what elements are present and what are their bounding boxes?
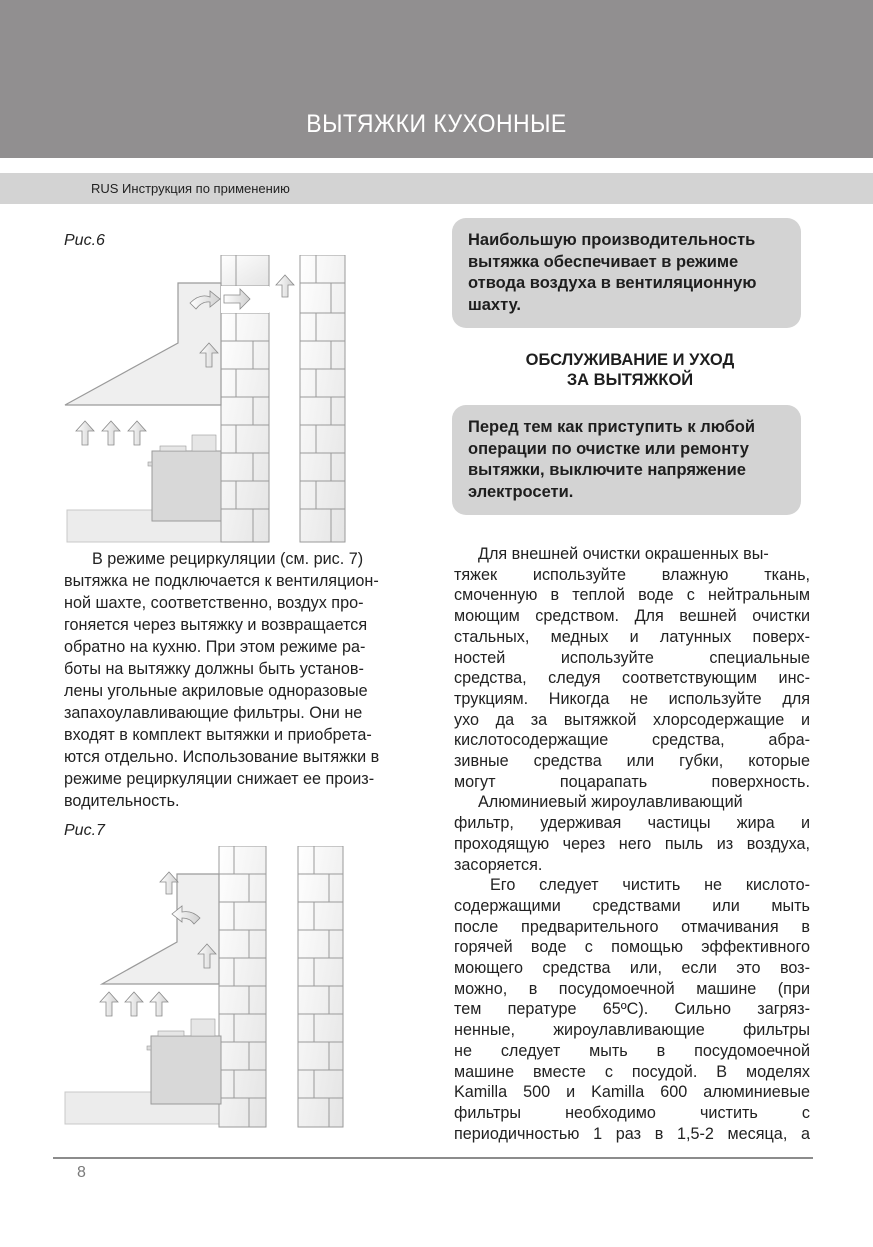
text-line: входят в комплект вытяжки и приобрета- [64, 726, 372, 744]
text-line: Перед тем как приступить к любой [468, 418, 756, 436]
text-line: боты на вытяжку должны быть установ- [64, 660, 364, 678]
text-line: ухо да за вытяжкой хлорсодержащие и [454, 710, 810, 729]
text-line: электросети. [468, 482, 574, 501]
arrow-up-icon [276, 275, 294, 297]
left-wall [219, 846, 266, 1127]
footer-divider [53, 1157, 813, 1159]
text-line: операции по очистке или ремонту [468, 439, 749, 458]
text-line: содержащими средствами или мыть [454, 896, 810, 915]
text-line: ностей используйте специальные [454, 648, 810, 667]
text-line: лены угольные акриловые одноразовые [64, 682, 368, 700]
text-line: ной шахте, соответственно, воздух про- [64, 594, 364, 612]
text-line: водительность. [64, 792, 180, 810]
text-line: стальных, медных и латунных поверх- [454, 627, 810, 646]
safety-warning-callout [452, 405, 801, 515]
range-hood [102, 874, 219, 984]
text-line: Kamilla 500 и Kamilla 600 алюминиевые [454, 1083, 810, 1102]
text-line: засоряется. [454, 855, 543, 874]
text-line: фильтры необходимо чистить с [454, 1103, 810, 1122]
arrow-up-icon [102, 421, 120, 445]
text-line: кислотосодержащие средства, абра- [454, 731, 810, 750]
text-line: В режиме рециркуляции (см. рис. 7) [92, 550, 364, 568]
arrow-up-icon [150, 992, 168, 1016]
maintenance-text [454, 544, 810, 1144]
recirculation-paragraph [64, 548, 414, 812]
text-line: Наибольшую производительность [468, 231, 756, 249]
text-line: моющим средством. Для вешней очистки [454, 607, 810, 626]
text-line: вытяжки, выключите напряжение [468, 461, 746, 479]
text-line: фильтр, удерживая частицы жира и [454, 814, 810, 833]
text-line: не следует мыть в посудомоечной [454, 1041, 810, 1060]
text-line: смоченную в теплой воде с нейтральным [454, 586, 810, 605]
text-line: горячей воде с помощью эффективного [454, 938, 810, 957]
figure6-exhaust-diagram [60, 255, 350, 545]
figure6-label: Рис.6 [64, 232, 105, 249]
text-line: режиме рециркуляции снижает ее произ- [64, 770, 375, 788]
text-line: машине вместе с посудой. В моделях [454, 1062, 810, 1081]
text-line: проходящую через него пыль из воздуха, [454, 834, 810, 853]
text-line: трукциям. Никогда не используйте для [454, 689, 810, 708]
text-line: тяжек используйте влажную ткань, [454, 565, 810, 584]
figure7-recirculation-diagram [60, 846, 350, 1131]
text-line: Алюминиевый жироулавливающий [478, 793, 743, 812]
text-line: шахту. [468, 295, 521, 314]
stove [148, 435, 221, 521]
section-title [440, 350, 820, 390]
text-line: средства, следуя соответствующим инс- [454, 669, 810, 688]
text-line: можно, в посудомоечной машине (при [454, 979, 810, 998]
text-line: зивные средства или губки, которые [454, 752, 810, 771]
arrow-up-icon [76, 421, 94, 445]
text-line: периодичностью 1 раз в 1,5-2 месяца, а [454, 1124, 810, 1143]
figure7-label: Рис.7 [64, 822, 105, 839]
text-line: ненные, жироулавливающие фильтры [454, 1021, 810, 1040]
section-title-line: ЗА ВЫТЯЖКОЙ [566, 371, 694, 389]
text-line: обратно на кухню. При этом режиме ра- [64, 638, 366, 656]
arrow-up-icon [100, 992, 118, 1016]
text-line: Для внешней очистки окрашенных вы- [478, 545, 769, 563]
arrow-up-icon [125, 992, 143, 1016]
text-line: тем пературе 65ºС). Сильно загряз- [454, 1000, 810, 1019]
page-number: 8 [77, 1164, 86, 1181]
right-wall [298, 846, 343, 1127]
arrow-up-icon [128, 421, 146, 445]
section-title-line: ОБСЛУЖИВАНИЕ И УХОД [525, 351, 735, 369]
text-line: ются отдельно. Использование вытяжки в [64, 748, 380, 766]
text-line: моющего средства или, если это воз- [454, 959, 810, 978]
arrow-up-icon [160, 872, 178, 894]
text-line: после предварительного отмачивания в [454, 917, 810, 936]
document-title: ВЫТЯЖКИ КУХОННЫЕ [306, 110, 567, 138]
text-line: гоняется через вытяжку и возвращается [64, 616, 368, 634]
text-line: вытяжка не подключается к вентиляцион- [64, 572, 379, 590]
performance-callout [452, 218, 801, 328]
text-line: запахоулавливающие фильтры. Они не [64, 704, 363, 722]
right-wall [300, 255, 345, 542]
document-subtitle: RUS Инструкция по применению [91, 181, 290, 196]
text-line: отвода воздуха в вентиляционную [468, 274, 757, 292]
text-line: вытяжка обеспечивает в режиме [468, 252, 739, 271]
text-line: могут поцарапать поверхность. [454, 772, 810, 791]
text-line: Его следует чистить не кислото- [490, 876, 810, 895]
